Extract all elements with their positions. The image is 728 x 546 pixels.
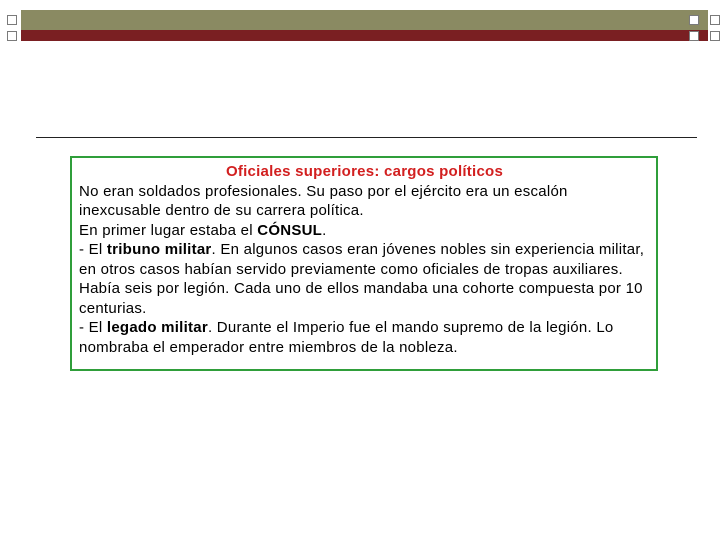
decorative-square bbox=[710, 15, 720, 25]
decorative-square bbox=[689, 31, 699, 41]
header-band-accent bbox=[21, 30, 708, 41]
consul-suffix: . bbox=[322, 221, 327, 239]
intro-paragraph: No eran soldados profesionales. Su paso por el ejército era un escalón inexcusable dentro de su carrera política. bbox=[79, 182, 568, 219]
legado-prefix: - El bbox=[79, 319, 107, 336]
content-box bbox=[70, 156, 658, 371]
tribuno-text: . En algunos casos eran jóvenes nobles sin experiencia militar, en otros casos habían servido previamente como oficiales de tropas auxiliares. Había seis por legión. Cada uno de ellos mandaba una cohorte compuesta por 10 centurias. bbox=[79, 241, 645, 317]
tribuno-prefix: - El bbox=[79, 241, 107, 258]
header-band bbox=[21, 10, 708, 30]
consul-paragraph bbox=[79, 221, 650, 241]
decorative-square bbox=[710, 31, 720, 41]
consul-prefix: En primer lugar estaba el bbox=[79, 221, 258, 239]
decorative-square bbox=[7, 15, 17, 25]
slide-title: Oficiales superiores: cargos políticos bbox=[225, 163, 504, 180]
decorative-square bbox=[689, 15, 699, 25]
legado-term: legado militar bbox=[106, 319, 208, 336]
tribuno-term: tribuno militar bbox=[106, 241, 212, 258]
decorative-square bbox=[7, 31, 17, 41]
tribuno-paragraph bbox=[79, 240, 650, 318]
legado-text: . Durante el Imperio fue el mando supremo de la legión. Lo nombraba el emperador entre miembros de la nobleza. bbox=[79, 319, 614, 356]
legado-paragraph bbox=[79, 318, 650, 357]
consul-term: CÓNSUL bbox=[257, 221, 323, 239]
title-divider bbox=[36, 137, 697, 138]
